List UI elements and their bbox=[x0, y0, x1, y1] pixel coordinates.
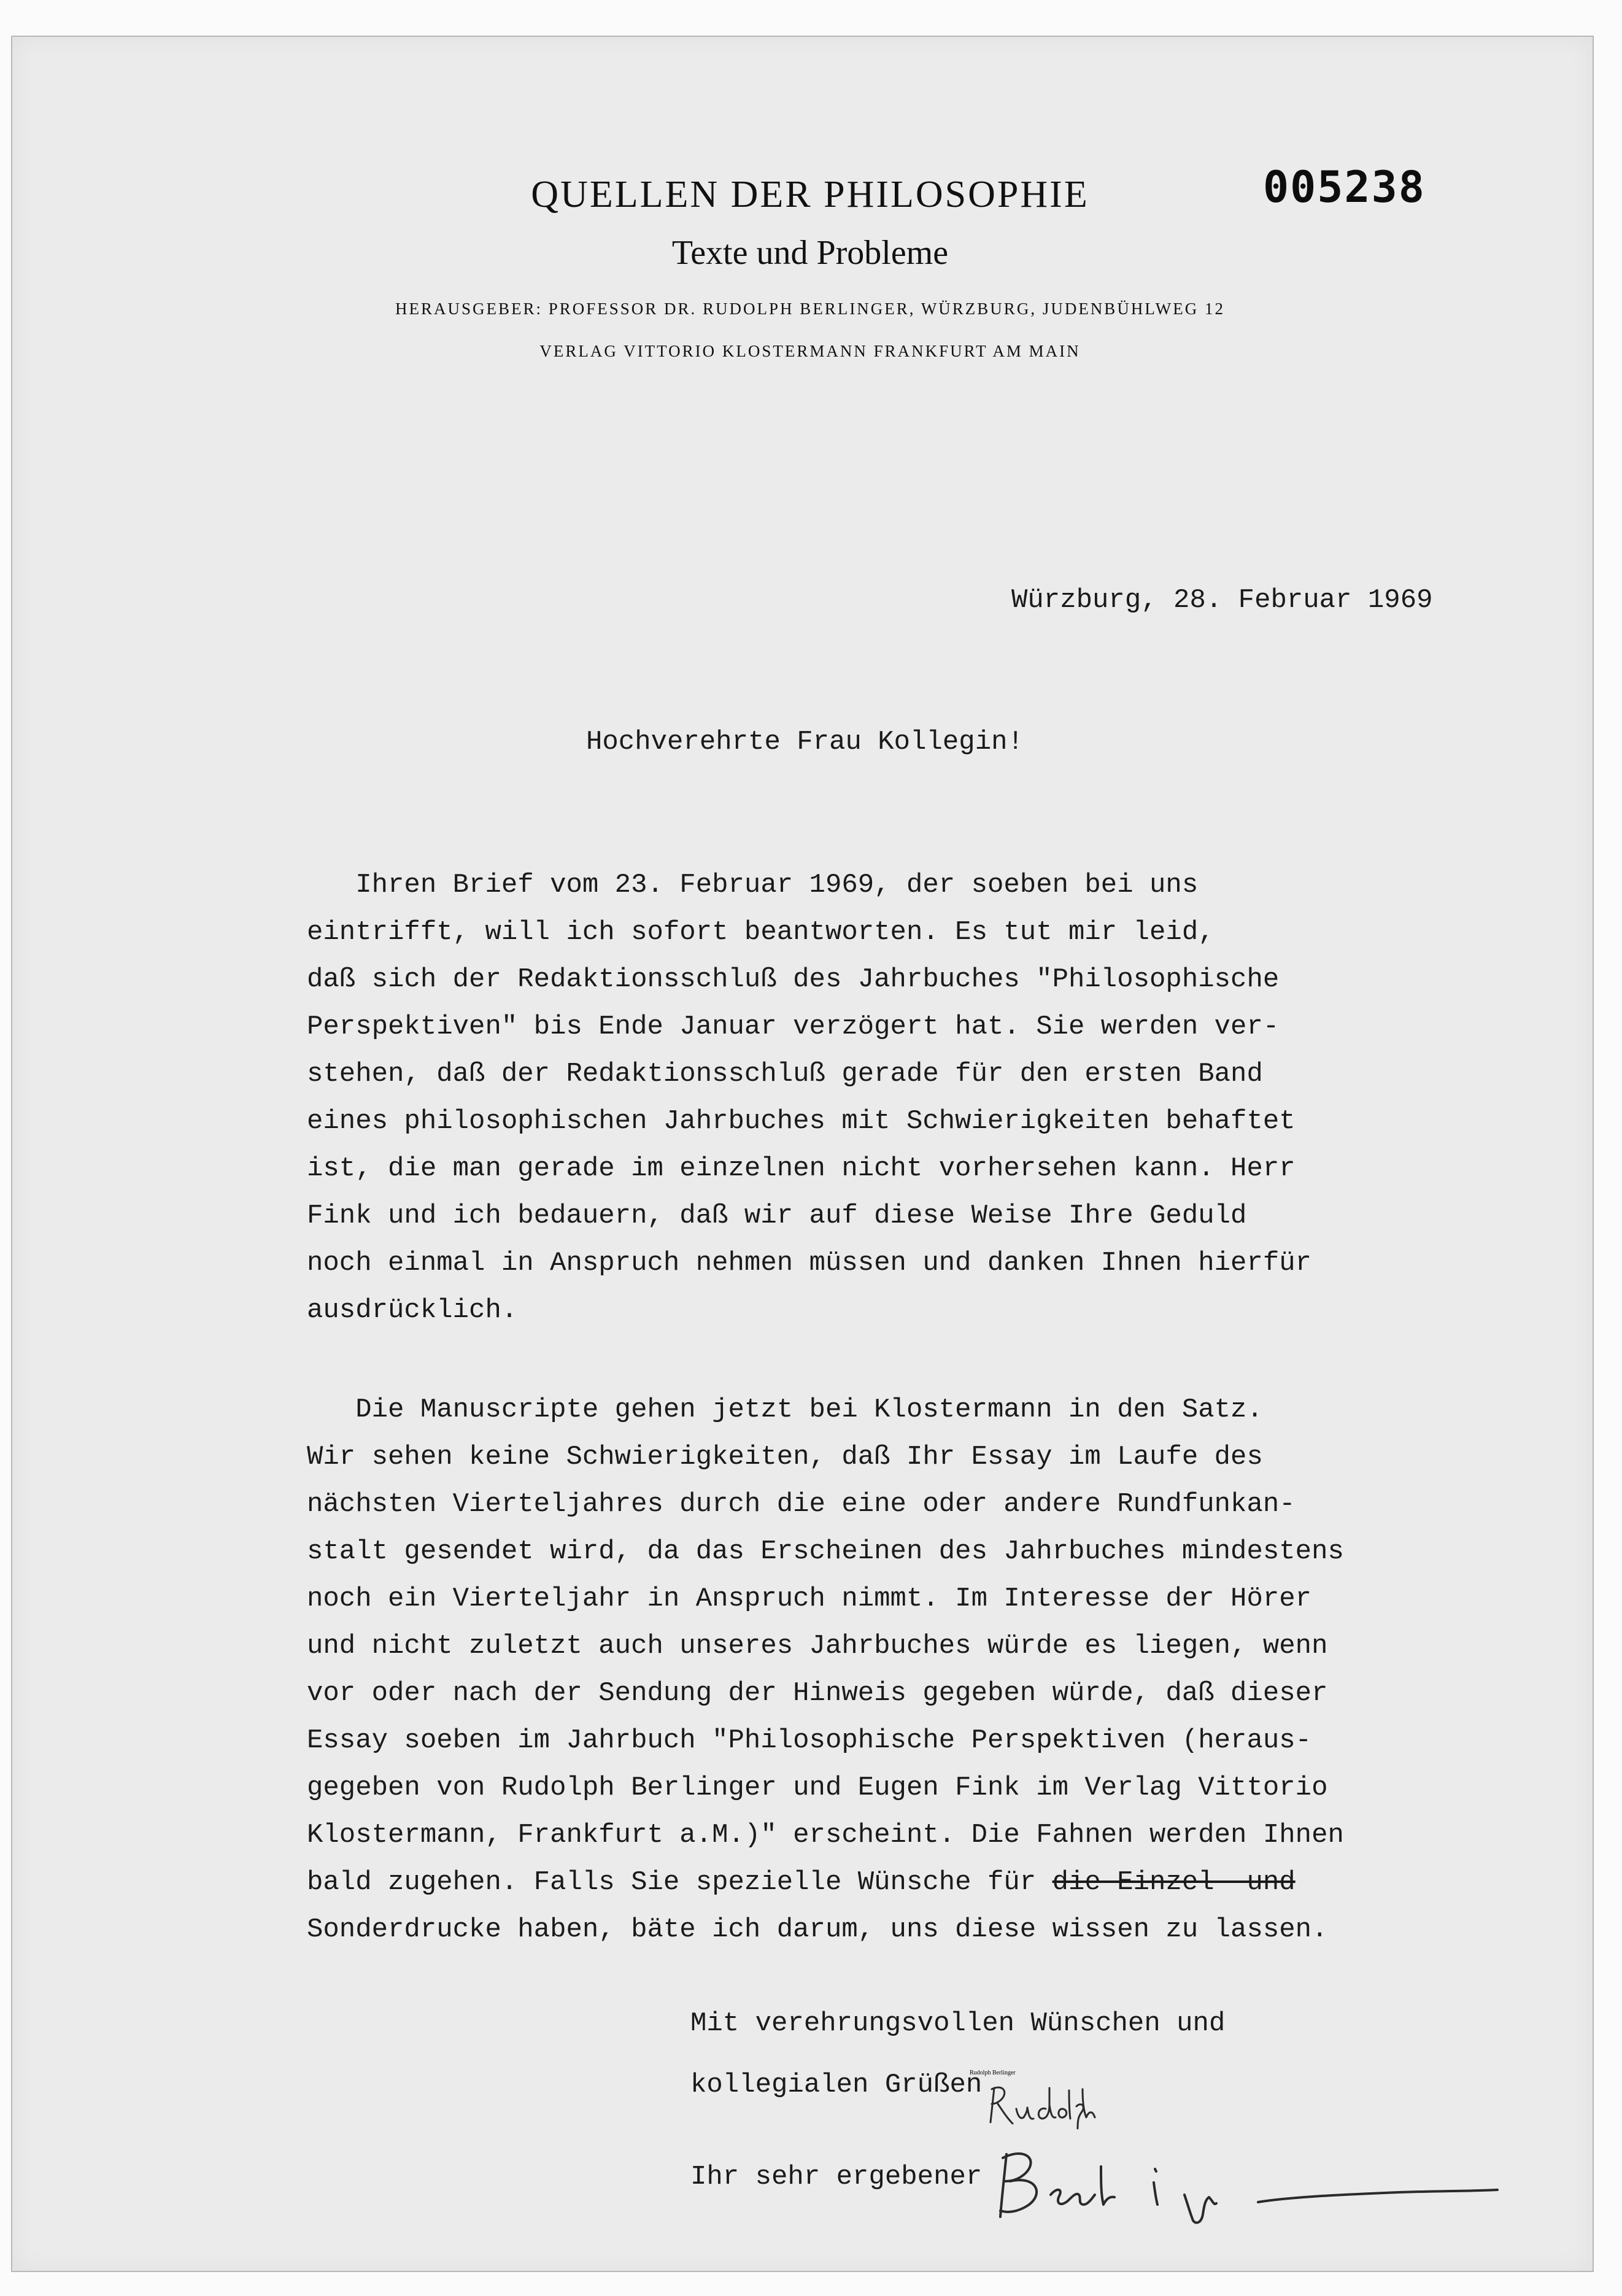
signature-stroke bbox=[991, 2087, 1013, 2124]
letterhead-verlag: VERLAG VITTORIO KLOSTERMANN FRANKFURT AM MAIN bbox=[539, 342, 1081, 360]
text-line: stehen, daß der Redaktionsschluß gerade für den ersten Band bbox=[307, 1059, 1263, 1089]
text-line: vor oder nach der Sendung der Hinweis gegeben würde, daß dieser bbox=[307, 1678, 1328, 1709]
text-line-with-strike bbox=[307, 1867, 1296, 1898]
signature-text: Rudolph Berlinger bbox=[970, 2070, 1016, 2076]
text-line: Wir sehen keine Schwierigkeiten, daß Ihr Essay im Laufe des bbox=[307, 1442, 1263, 1472]
letterhead-publisher: HERAUSGEBER: PROFESSOR DR. RUDOLPH BERLINGER, WÜRZBURG, JUDENBÜHLWEG 12 bbox=[395, 300, 1226, 318]
text-line: Ihren Brief vom 23. Februar 1969, der soeben bei uns bbox=[307, 870, 1199, 900]
signature-stroke bbox=[1000, 2154, 1037, 2217]
letterhead-title: QUELLEN DER PHILOSOPHIE bbox=[531, 174, 1089, 215]
text-line: noch einmal in Anspruch nehmen müssen und danken Ihnen hierfür bbox=[307, 1248, 1312, 1278]
signature-stroke bbox=[1038, 2088, 1056, 2119]
signature-stroke bbox=[1184, 2195, 1216, 2223]
text-line: nächsten Vierteljahres durch die eine oder andere Rundfunkan- bbox=[307, 1489, 1296, 1520]
closing-line-1: Mit verehrungsvollen Wünschen und bbox=[690, 2008, 1226, 2039]
text-line: Klostermann, Frankfurt a.M.)" erscheint. Die Fahnen werden Ihnen bbox=[307, 1820, 1344, 1850]
text-line: Sonderdrucke haben, bäte ich darum, uns diese wissen zu lassen. bbox=[307, 1914, 1328, 1945]
struck-text: die Einzel- und bbox=[1052, 1867, 1296, 1898]
signature-stroke bbox=[1101, 2167, 1114, 2205]
archive-number-stamp: 005238 bbox=[1263, 162, 1426, 212]
text-line: gegeben von Rudolph Berlinger und Eugen Fink im Verlag Vittorio bbox=[307, 1772, 1328, 1803]
signature-stroke bbox=[1154, 2169, 1157, 2205]
salutation: Hochverehrte Frau Kollegin! bbox=[586, 727, 1024, 757]
letterhead-subtitle: Texte und Probleme bbox=[671, 234, 949, 272]
handwritten-signature bbox=[970, 2070, 1510, 2246]
text-line: daß sich der Redaktionsschluß des Jahrbuches "Philosophische bbox=[307, 964, 1280, 995]
text-line: Essay soeben im Jahrbuch "Philosophische Perspektiven (heraus- bbox=[307, 1725, 1312, 1756]
text-line: Die Manuscripte gehen jetzt bei Klostermann in den Satz. bbox=[307, 1394, 1263, 1425]
closing-line-2: kollegialen Grüßen bbox=[690, 2070, 983, 2100]
signature-stroke bbox=[1016, 2108, 1033, 2119]
signature-stroke bbox=[1059, 2090, 1070, 2119]
signature-stroke bbox=[1051, 2190, 1095, 2205]
text-line: noch ein Vierteljahr in Anspruch nimmt. Im Interesse der Hörer bbox=[307, 1583, 1312, 1614]
date-line: Würzburg, 28. Februar 1969 bbox=[1011, 585, 1433, 616]
text-line: stalt gesendet wird, da das Erscheinen des Jahrbuches mindestens bbox=[307, 1536, 1344, 1567]
text-segment: bald zugehen. Falls Sie spezielle Wünsche für bbox=[307, 1867, 1052, 1898]
text-line: Perspektiven" bis Ende Januar verzögert hat. Sie werden ver- bbox=[307, 1011, 1280, 1042]
closing-line-3: Ihr sehr ergebener bbox=[690, 2162, 983, 2192]
text-line: eines philosophischen Jahrbuches mit Schwierigkeiten behaftet bbox=[307, 1106, 1296, 1137]
signature-stroke bbox=[1258, 2190, 1497, 2202]
text-line: ist, die man gerade im einzelnen nicht vorhersehen kann. Herr bbox=[307, 1153, 1296, 1184]
text-line: eintrifft, will ich sofort beantworten. Es tut mir leid, bbox=[307, 917, 1215, 948]
text-line: ausdrücklich. bbox=[307, 1295, 518, 1326]
text-line: Fink und ich bedauern, daß wir auf diese Weise Ihre Geduld bbox=[307, 1200, 1247, 1231]
text-line: und nicht zuletzt auch unseres Jahrbuches würde es liegen, wenn bbox=[307, 1631, 1328, 1661]
signature-stroke bbox=[1076, 2089, 1095, 2128]
